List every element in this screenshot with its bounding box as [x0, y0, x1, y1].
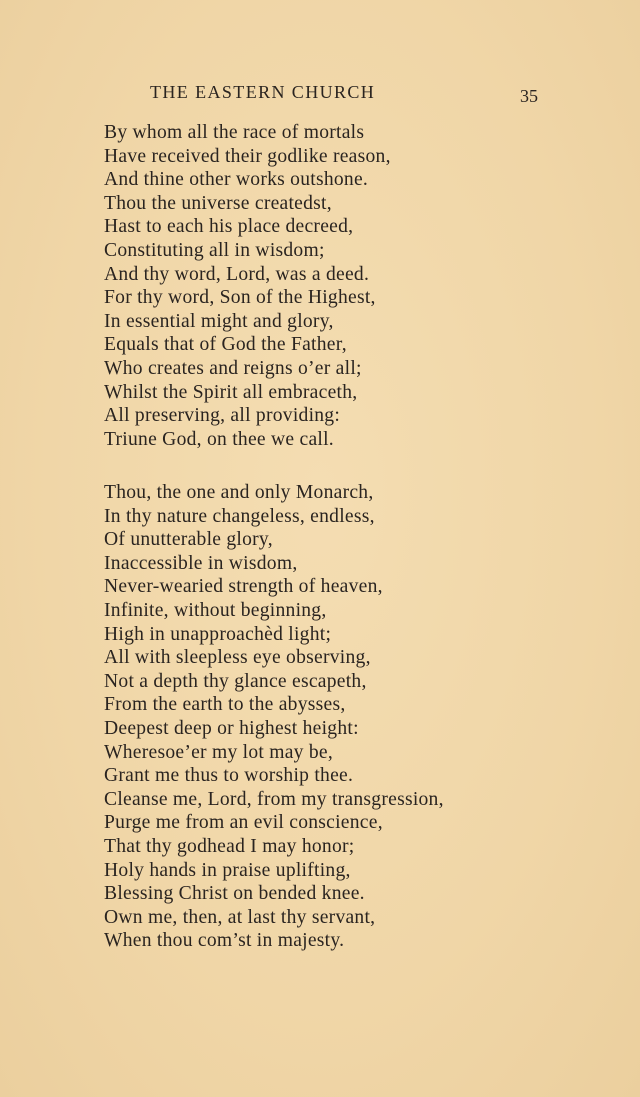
- poem-line: High in unapproachèd light;: [104, 623, 332, 645]
- poem-line: For thy word, Son of the Highest,: [104, 287, 376, 309]
- poem-line: Inaccessible in wisdom,: [104, 552, 298, 574]
- poem-line: Whilst the Spirit all embraceth,: [104, 381, 358, 403]
- poem-line: All preserving, all providing:: [104, 405, 341, 427]
- poem-line: And thine other works outshone.: [104, 169, 369, 191]
- poem-line: In essential might and glory,: [104, 310, 334, 332]
- poem-line: Own me, then, at last thy servant,: [104, 906, 376, 928]
- poem-line: Hast to each his place decreed,: [104, 216, 354, 238]
- poem-line: Blessing Christ on bended knee.: [104, 883, 365, 905]
- poem-line: Wheresoe’er my lot may be,: [104, 741, 334, 763]
- poem-line: That thy godhead I may honor;: [104, 835, 355, 857]
- poem-line: Thou, the one and only Monarch,: [104, 482, 374, 503]
- running-head: THE EASTERN CHURCH: [150, 82, 376, 102]
- poem-line: Not a depth thy glance escapeth,: [104, 670, 367, 692]
- poem-line: Of unutterable glory,: [104, 529, 273, 551]
- poem-line: Have received their godlike reason,: [104, 145, 391, 167]
- poem-line: Triune God, on thee we call.: [104, 428, 334, 450]
- stanza-2: [104, 481, 444, 953]
- poem-line: Equals that of God the Father,: [104, 334, 347, 356]
- poem-line: Infinite, without beginning,: [104, 599, 327, 621]
- poem-line: By whom all the race of mortals: [104, 122, 365, 143]
- poem-line: Never-wearied strength of heaven,: [104, 576, 383, 598]
- poem-line: Cleanse me, Lord, from my transgression,: [104, 788, 444, 810]
- stanza-1: [104, 121, 391, 451]
- poem-line: In thy nature changeless, endless,: [104, 505, 375, 527]
- poem-line: Grant me thus to worship thee.: [104, 765, 354, 787]
- poem-line: And thy word, Lord, was a deed.: [104, 263, 370, 285]
- poem-line: Constituting all in wisdom;: [104, 239, 325, 261]
- poem-line: Deepest deep or highest height:: [104, 717, 359, 739]
- poem-line: Purge me from an evil conscience,: [104, 812, 383, 834]
- poem-line: Who creates and reigns o’er all;: [104, 357, 362, 379]
- poem-line: When thou com’st in majesty.: [104, 930, 345, 952]
- poem-line: All with sleepless eye observing,: [104, 647, 371, 669]
- page-number: 35: [520, 86, 538, 106]
- poem-line: Holy hands in praise uplifting,: [104, 859, 351, 881]
- poem-line: Thou the universe createdst,: [104, 192, 332, 214]
- poem-line: From the earth to the abysses,: [104, 694, 346, 716]
